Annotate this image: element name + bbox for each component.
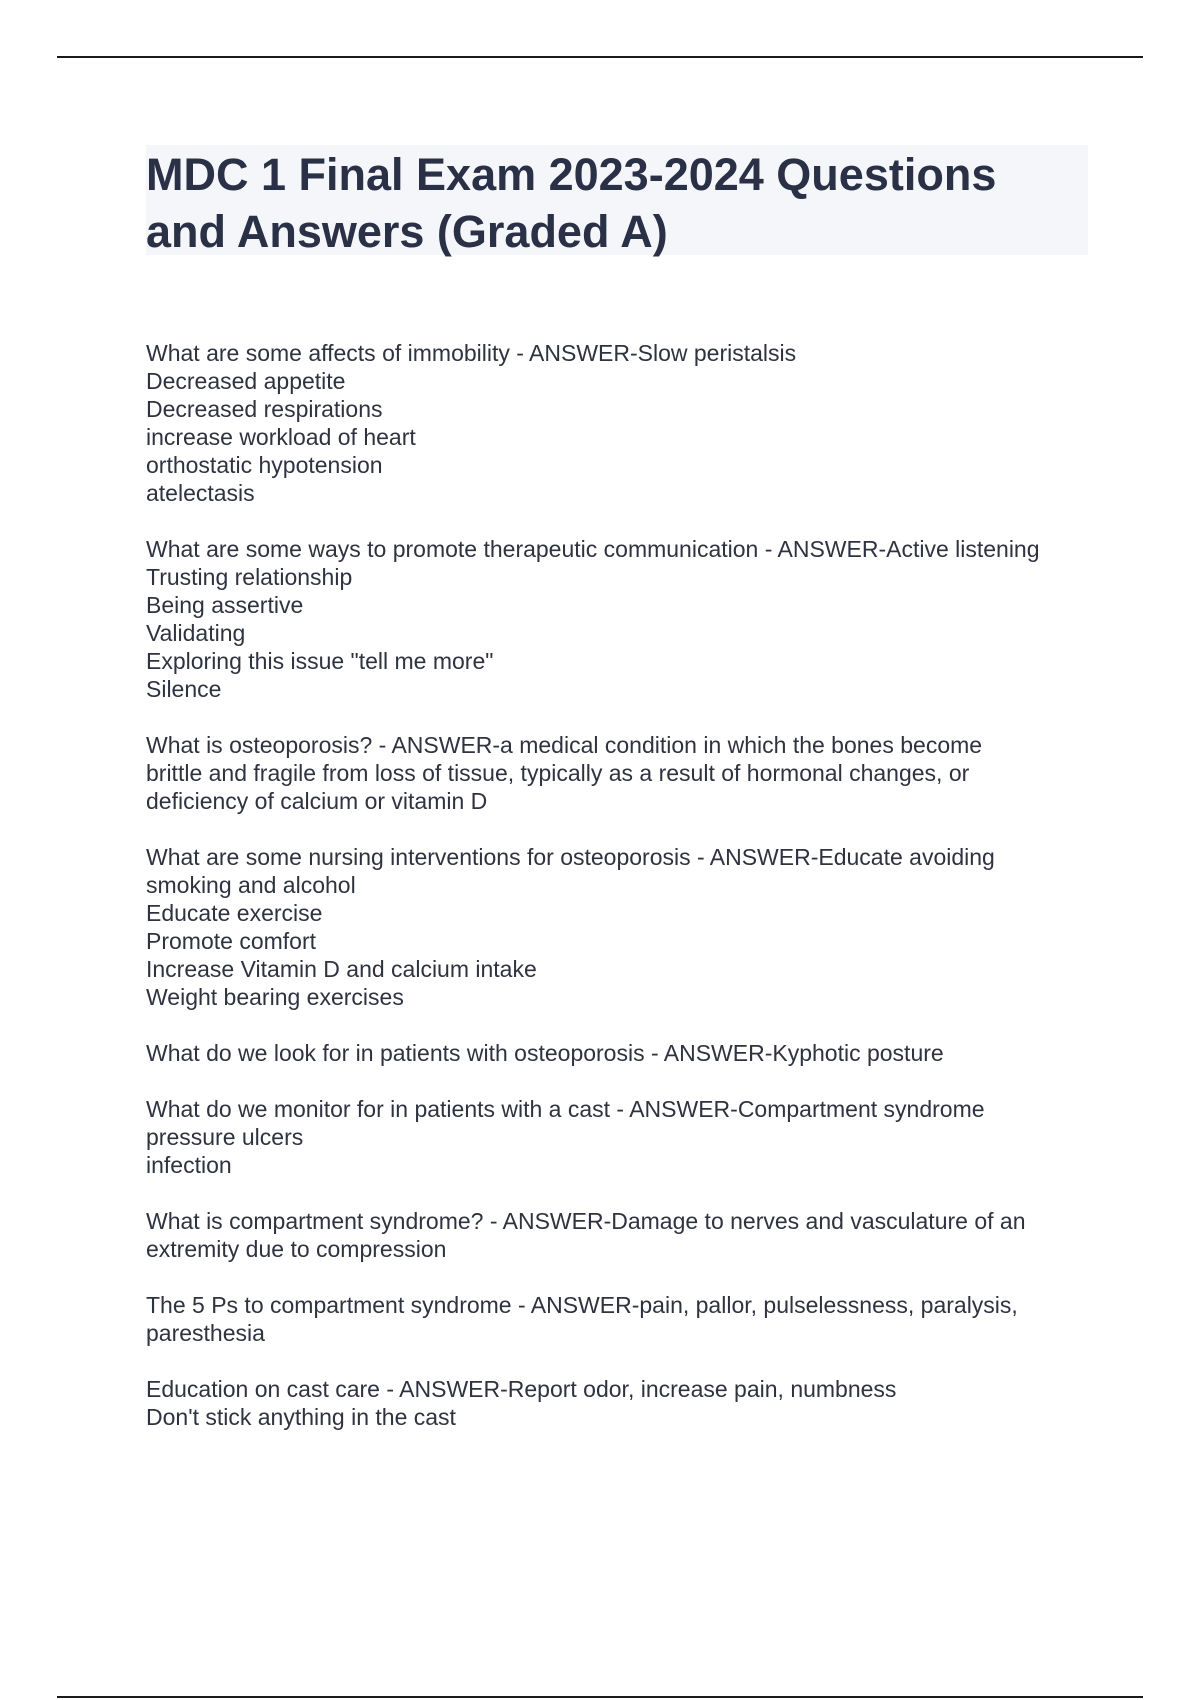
qa-answer-line: deficiency of calcium or vitamin D bbox=[146, 788, 488, 814]
qa-question-line: What are some nursing interventions for osteoporosis - ANSWER-Educate avoiding bbox=[146, 844, 995, 870]
qa-answer-line: pressure ulcers bbox=[146, 1124, 304, 1150]
qa-answer-line: Exploring this issue "tell me more" bbox=[146, 648, 494, 674]
qa-item bbox=[146, 731, 1146, 815]
qa-question-line: What do we look for in patients with osteoporosis - ANSWER-Kyphotic posture bbox=[146, 1040, 944, 1066]
qa-answer-line: Don't stick anything in the cast bbox=[146, 1404, 456, 1430]
qa-answer-line: smoking and alcohol bbox=[146, 872, 356, 898]
qa-answer-line: paresthesia bbox=[146, 1320, 265, 1346]
qa-answer-line: Decreased respirations bbox=[146, 396, 383, 422]
qa-item bbox=[146, 339, 1146, 507]
qa-item bbox=[146, 1375, 1146, 1431]
title-line: and Answers (Graded A) bbox=[146, 206, 668, 257]
qa-item bbox=[146, 1291, 1146, 1347]
qa-answer-line: Educate exercise bbox=[146, 900, 323, 926]
qa-question-line: What is osteoporosis? - ANSWER-a medical condition in which the bones become bbox=[146, 732, 983, 758]
qa-question-line: What are some ways to promote therapeutic communication - ANSWER-Active listening bbox=[146, 536, 1040, 562]
qa-question-line: What are some affects of immobility - ANSWER-Slow peristalsis bbox=[146, 340, 797, 366]
qa-answer-line: Weight bearing exercises bbox=[146, 984, 404, 1010]
qa-answer-line: Increase Vitamin D and calcium intake bbox=[146, 956, 537, 982]
document-title bbox=[146, 146, 1106, 260]
qa-question-line: Education on cast care - ANSWER-Report odor, increase pain, numbness bbox=[146, 1376, 897, 1402]
qa-answer-line: extremity due to compression bbox=[146, 1236, 447, 1262]
qa-answer-line: orthostatic hypotension bbox=[146, 452, 383, 478]
qa-answer-line: infection bbox=[146, 1152, 232, 1178]
bottom-rule bbox=[57, 1696, 1143, 1698]
qa-answer-line: Decreased appetite bbox=[146, 368, 346, 394]
qa-answer-line: atelectasis bbox=[146, 480, 255, 506]
qa-item bbox=[146, 1039, 1146, 1067]
qa-item bbox=[146, 1095, 1146, 1179]
qa-answer-line: brittle and fragile from loss of tissue, typically as a result of hormonal changes, or bbox=[146, 760, 970, 786]
top-rule bbox=[57, 56, 1143, 58]
qa-item bbox=[146, 843, 1146, 1011]
qa-answer-line: Silence bbox=[146, 676, 222, 702]
qa-question-line: What do we monitor for in patients with a cast - ANSWER-Compartment syndrome bbox=[146, 1096, 985, 1122]
qa-item bbox=[146, 535, 1146, 703]
qa-answer-line: Validating bbox=[146, 620, 246, 646]
qa-answer-line: Promote comfort bbox=[146, 928, 316, 954]
qa-answer-line: Being assertive bbox=[146, 592, 304, 618]
qa-answer-line: increase workload of heart bbox=[146, 424, 416, 450]
qa-question-line: What is compartment syndrome? - ANSWER-Damage to nerves and vasculature of an bbox=[146, 1208, 1026, 1234]
qa-question-line: The 5 Ps to compartment syndrome - ANSWER-pain, pallor, pulselessness, paralysis, bbox=[146, 1292, 1018, 1318]
title-line: MDC 1 Final Exam 2023-2024 Questions bbox=[146, 149, 997, 200]
qa-list bbox=[146, 339, 1146, 1459]
qa-answer-line: Trusting relationship bbox=[146, 564, 353, 590]
qa-item bbox=[146, 1207, 1146, 1263]
